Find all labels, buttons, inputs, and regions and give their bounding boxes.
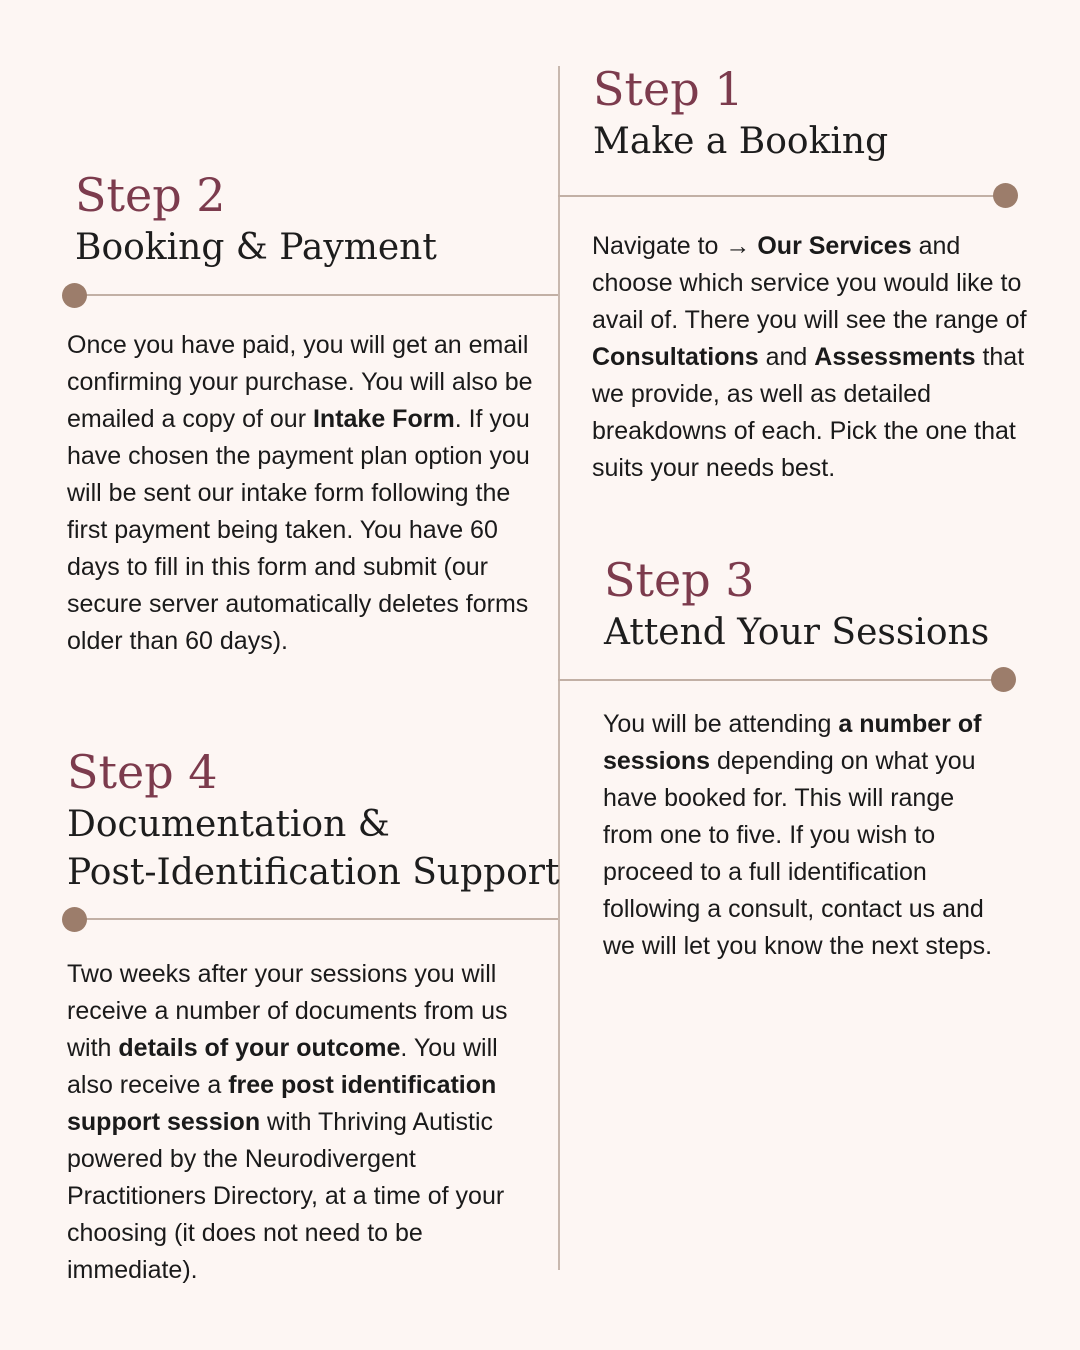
step-2-number: Step 2: [75, 168, 226, 222]
step-3-connector-line: [558, 679, 1004, 681]
body-text-run: and choose which service you would like to avail of. There you will see the range of: [592, 232, 1027, 334]
step-1-title: Make a Booking: [593, 121, 889, 162]
step-3-title: Attend Your Sessions: [604, 612, 990, 653]
step-4-title-line-2: Post-Identification Support: [67, 852, 560, 893]
body-emphasis: Assessments: [814, 343, 976, 371]
body-emphasis: Consultations: [592, 343, 759, 371]
step-3-body: [603, 706, 1011, 965]
step-3-dot: [991, 667, 1016, 692]
step-3-number: Step 3: [604, 553, 755, 607]
body-text-run: . If you have chosen the payment plan option you will be sent our intake form following the first payment being taken. You have 60 days to fill in this form and submit (our secure server automatically deletes forms older than 60 days).: [67, 405, 530, 655]
timeline-vertical-line: [558, 66, 560, 1270]
step-4-title-line-1: Documentation &: [67, 804, 390, 845]
body-text-run: . You will also receive a: [67, 1034, 498, 1099]
step-2-dot: [62, 283, 87, 308]
step-2-connector-line: [74, 294, 558, 296]
body-emphasis: free post identification support session: [67, 1071, 497, 1136]
step-4-body: [67, 956, 512, 1289]
step-1-number: Step 1: [593, 62, 744, 116]
body-text-run: Two weeks after your sessions you will receive a number of documents from us with: [67, 960, 508, 1062]
body-emphasis: Our Services: [757, 232, 912, 260]
body-text-run: with Thriving Autistic powered by the Neurodivergent Practitioners Directory, at a time of your choosing (it does not need to be immediate).: [67, 1108, 505, 1284]
step-4-dot: [62, 907, 87, 932]
body-emphasis: a number of sessions: [603, 710, 982, 775]
body-text-run: Navigate to →: [592, 232, 758, 260]
step-2-body: [67, 327, 537, 660]
step-1-connector-line: [558, 195, 1006, 197]
body-text-run: and: [758, 343, 815, 371]
body-emphasis: Intake Form: [312, 405, 455, 433]
body-text-run: You will be attending: [603, 710, 839, 738]
body-text-run: that we provide, as well as detailed breakdowns of each. Pick the one that suits your needs best.: [592, 343, 1025, 482]
step-2-title: Booking & Payment: [75, 227, 437, 268]
step-1-dot: [993, 183, 1018, 208]
body-text-run: Once you have paid, you will get an email confirming your purchase. You will also be emailed a copy of our: [67, 331, 533, 433]
body-text-run: depending on what you have booked for. This will range from one to five. If you wish to proceed to a full identification following a consult, contact us and we will let you know the next steps.: [603, 747, 993, 960]
step-1-body: [592, 228, 1032, 487]
step-4-connector-line: [74, 918, 558, 920]
body-emphasis: details of your outcome: [118, 1034, 401, 1062]
step-4-number: Step 4: [67, 745, 218, 799]
